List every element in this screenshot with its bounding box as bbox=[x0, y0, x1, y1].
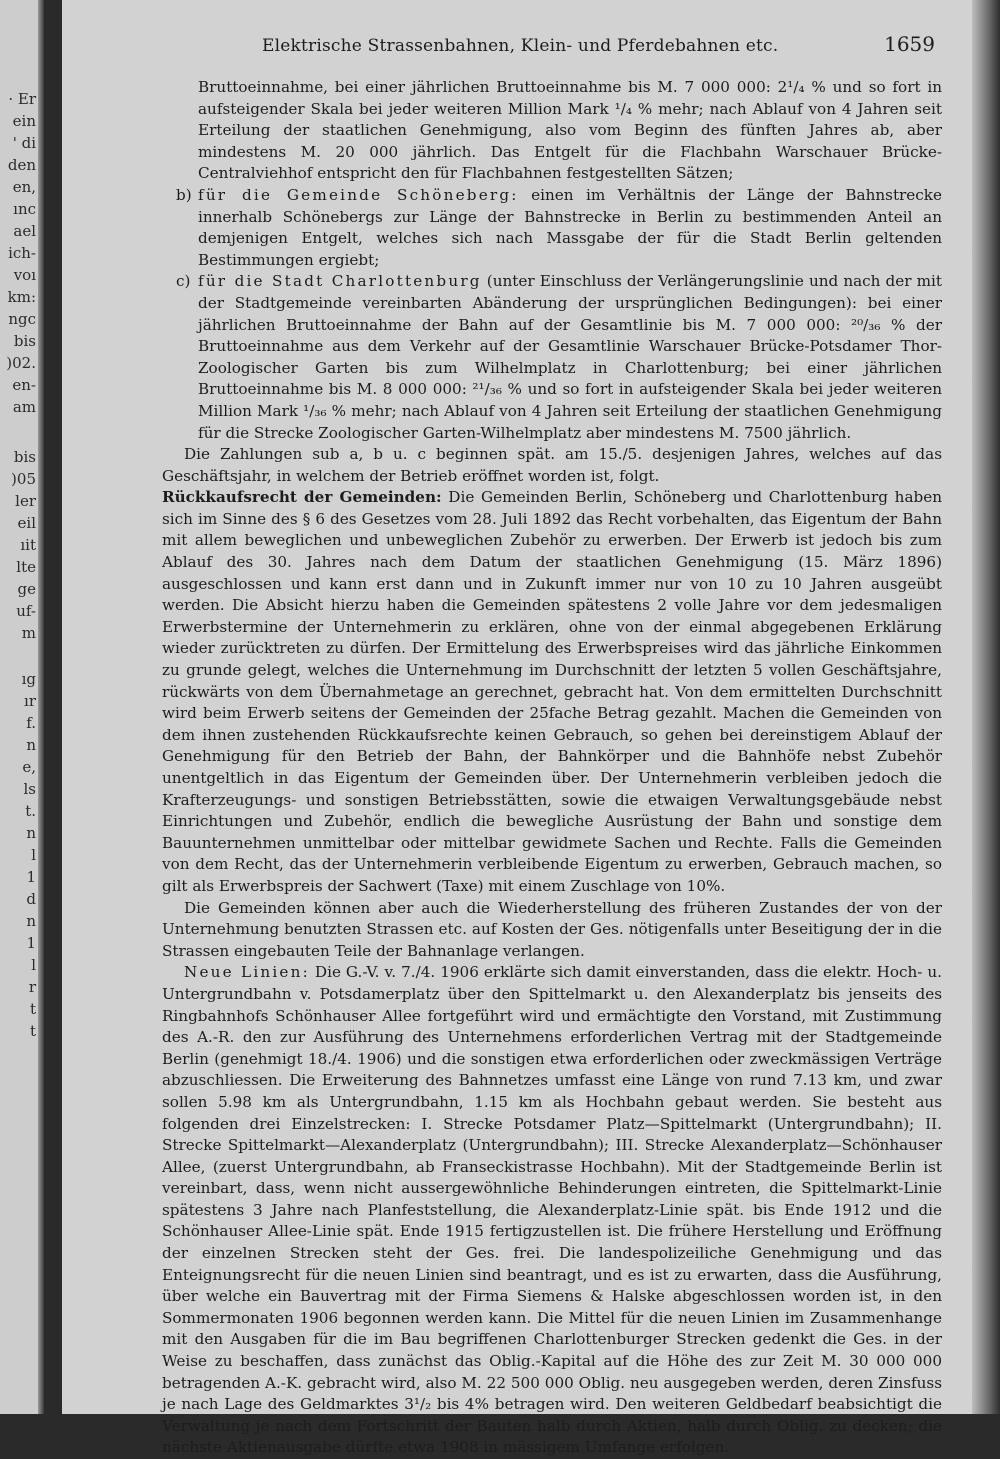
left-page-fragment: m bbox=[21, 624, 36, 642]
left-page-fragment: ich- bbox=[8, 244, 36, 262]
page-number: 1659 bbox=[884, 32, 935, 56]
left-page-fragment: )05 bbox=[11, 470, 36, 488]
left-page-fragment: bis bbox=[13, 332, 36, 350]
left-page-fragment: r bbox=[28, 978, 36, 996]
left-page-fragment: en- bbox=[12, 376, 36, 394]
paragraph-a-continuation: Bruttoeinnahme, bei einer jährlichen Bruttoeinnahme bis M. 7 000 000: 2¹/₄ % und so fort in aufsteigender Skala bei jeder weiteren Million Mark ¹/₄ % mehr; nach Ablauf von 4 Jahren seit Erteilung der staatlichen Genehmigung, also vom Beginn des fünften Jahres ab, aber mindestens M. 20 000 jährlich. Das Entgelt für die Flachbahn Warschauer Brücke-Centralviehhof entspricht den für Flachbahnen festgestellten Sätzen; bbox=[198, 78, 942, 183]
left-page-fragment: ein bbox=[12, 112, 36, 130]
document-page bbox=[62, 0, 972, 1457]
left-page-fragment: lte bbox=[16, 558, 36, 576]
left-page-fragment: · Er bbox=[8, 90, 36, 108]
running-head: Elektrische Strassenbahnen, Klein- und Pferdebahnen etc. bbox=[262, 36, 779, 56]
left-page-fragment: e, bbox=[22, 758, 36, 776]
paragraph-c bbox=[162, 271, 942, 444]
paragraph-wiederherstellung: Die Gemeinden können aber auch die Wiederherstellung des früheren Zustandes der von der Unternehmung benutzten Strassen etc. auf Kosten der Ges. nötigenfalls unter Beseitigung der in die Strassen eingebauten Teile der Bahnanlage verlangen. bbox=[162, 898, 942, 960]
neue-linien-heading: Neue Linien: bbox=[184, 963, 310, 982]
left-page-fragment: ael bbox=[13, 222, 36, 240]
left-page-fragment: l bbox=[31, 846, 36, 864]
left-page-fragment: km: bbox=[7, 288, 36, 306]
left-page-fragment: t bbox=[29, 1000, 36, 1018]
c-heading: für die Stadt Charlottenburg bbox=[198, 272, 482, 291]
left-page-fragment: uf- bbox=[16, 602, 36, 620]
left-page-fragment: t. bbox=[25, 802, 36, 820]
left-page-fragment: n bbox=[26, 824, 36, 842]
page-header bbox=[200, 32, 935, 60]
left-page-fragment: f. bbox=[26, 714, 36, 732]
b-heading: für die Gemeinde Schöneberg: bbox=[198, 185, 519, 204]
left-page-fragment: l bbox=[31, 956, 36, 974]
left-page-fragment: ' di bbox=[12, 134, 36, 152]
left-page-fragment: 1 bbox=[26, 868, 36, 886]
left-page-fragment: den bbox=[7, 156, 36, 174]
paragraph-rueckkaufsrecht bbox=[162, 487, 942, 897]
rueckkauf-heading: Rückkaufsrecht der Gemeinden: bbox=[162, 488, 442, 507]
left-page-fragment: )02. bbox=[6, 354, 36, 372]
left-page-fragment: ls bbox=[23, 780, 36, 798]
paragraph-neue-linien bbox=[162, 962, 942, 1459]
paragraph-b bbox=[162, 185, 942, 271]
left-page-fragment: ler bbox=[15, 492, 36, 510]
neue-linien-text: Die G.-V. v. 7./4. 1906 erklärte sich damit einverstanden, dass die elektr. Hoch- u. Untergrundbahn v. Potsdamerplatz über den Spittelmarkt u. den Alexanderplatz bis jenseits des Ringbahnhofs Schönhauser Allee fortgeführt wird und ermächtigte den Vorstand, mit Zustimmung des A.-R. den zur Ausführung des Unternehmens erforderlichen Vertrag mit der Stadtgemeinde Berlin (genehmigt 18./4. 1906) und die sonstigen etwa erforderlichen oder zweckmässigen Verträge abzuschliessen. Die Erweiterung des Bahnnetzes umfasst eine Länge von rund 7.13 km, und zwar sollen 5.98 km als Untergrundbahn, 1.15 km als Hochbahn gebaut werden. Sie besteht aus folgenden drei Einzelstrecken: I. Strecke Potsdamer Platz—Spittelmarkt (Untergrundbahn); II. Strecke Spittelmarkt—Alexanderplatz (Untergrundbahn); III. Strecke Alexanderplatz—Schönhauser Allee, (zuerst Untergrundbahn, ab Franseckistrasse Hochbahn). Mit der Stadtgemeinde Berlin ist vereinbart, dass, wenn nicht aussergewöhnliche Behinderungen eintreten, die Spittelmarkt-Linie spätestens 3 Jahre nach Planfeststellung, die Alexanderplatz-Linie spät. bis Ende 1912 und die Schönhauser Allee-Linie spät. Ende 1915 fertigzustellen ist. Die frühere Herstellung und Eröffnung der einzelnen Strecken steht der Ges. frei. Die landespolizeiliche Genehmigung und das Enteignungsrecht für die neuen Linien sind beantragt, und es ist zu erwarten, dass die Ausführung, über welche ein Bauvertrag mit der Firma Siemens & Halske abgeschlossen worden ist, in den Sommermonaten 1906 begonnen werden kann. Die Mittel für die neuen Linien im Zusammenhange mit den Ausgaben für die im Bau begriffenen Charlottenburger Strecken gedenkt die Ges. in der Weise zu beschaffen, dass zunächst das Oblig.-Kapital auf die Höhe des zur Zeit M. 30 000 000 betragenden A.-K. gebracht wird, also M. 22 500 000 Oblig. neu ausgegeben werden, deren Zinsfuss je nach Lage des Geldmarktes 3¹/₂ bis 4% betragen wird. Den weiteren Geldbedarf beabsichtigt die Verwaltung je nach dem Fortschritt der Bauten halb durch Aktien, halb durch Oblig. zu decken; die nächste Aktienausgabe dürfte etwa 1908 in mässigem Umfange erfolgen. bbox=[162, 963, 943, 1457]
left-page-fragment: ıit bbox=[20, 536, 36, 554]
left-page-fragment: n bbox=[26, 736, 36, 754]
rueckkauf-text: Die Gemeinden Berlin, Schöneberg und Charlottenburg haben sich im Sinne des § 6 des Gesetzes vom 28. Juli 1892 das Recht vorbehalten, das Eigentum der Bahn mit allem beweglichen und unbeweglichen Zubehör zu erwerben. Der Erwerb ist jedoch bis zum Ablauf des 30. Jahres nach dem Datum der staatlichen Genehmigung (15. März 1896) ausgeschlossen und kann erst dann und in Zukunft immer nur von 10 zu 10 Jahren ausgeübt werden. Die Absicht hierzu haben die Gemeinden spätestens 2 volle Jahre vor dem jedesmaligen Erwerbstermine der Unternehmerin zu erklären, ohne von der einmal abgegebenen Erklärung wieder zurücktreten zu dürfen. Der Ermittelung des Erwerbspreises wird das jährliche Einkommen zu grunde gelegt, welches die Unternehmung im Durchschnitt der letzten 5 vollen Geschäftsjahre, rückwärts von dem Übernahmetage an gerechnet, gebracht hat. Von dem ermittelten Durchschnitt wird beim Erwerb seitens der Gemeinden der 25fache Betrag gezahlt. Machen die Gemeinden von dem ihnen zustehenden Rückkaufsrechte keinen Gebrauch, so gehen bei dereinstigem Ablauf der Genehmigung für den Betrieb der Bahn, der Bahnkörper und die Bahnhöfe nebst Zubehör unentgeltlich in das Eigentum der Gemeinden über. Der Unternehmerin verbleiben jedoch die Krafterzeugungs- und sonstigen Betriebsstätten, sowie die etwaigen Verwaltungsgebäude nebst Einrichtungen und Zubehör, endlich die bewegliche Ausrüstung der Bahn und sonstige dem Bauunternehmen unmittelbar oder mittelbar gewidmete Sachen und Rechte. Falls die Gemeinden von dem Recht, das der Unternehmerin verbleibende Eigentum zu erwerben, Gebrauch machen, so gilt als Erwerbspreis der Sachwert (Taxe) mit einem Zuschlage von 10%. bbox=[162, 488, 942, 895]
left-page-fragment: ngc bbox=[8, 310, 36, 328]
page-body bbox=[162, 77, 942, 1459]
left-page-fragment: bis bbox=[13, 448, 36, 466]
left-page-fragment: 1 bbox=[26, 934, 36, 952]
right-page-edge bbox=[972, 0, 1000, 1414]
left-page-fragment: en, bbox=[12, 178, 36, 196]
left-page-fragment: ır bbox=[24, 692, 36, 710]
book-gutter bbox=[38, 0, 44, 1414]
b-text: einen im Verhältnis der Länge der Bahnstrecke innerhalb Schönebergs zur Länge der Bahnstrecke in Berlin zu bestimmenden Anteil an demjenigen Entgelt, welches sich nach Massgabe der für die Stadt Berlin geltenden Bestimmungen ergiebt; bbox=[198, 185, 942, 269]
left-page-fragment: eil bbox=[17, 514, 36, 532]
left-page-fragment: am bbox=[12, 398, 36, 416]
item-mark-c: c) bbox=[176, 272, 191, 291]
left-page-fragment: d bbox=[26, 890, 36, 908]
left-page-edge bbox=[0, 0, 44, 1414]
left-page-fragment: ge bbox=[17, 580, 36, 598]
paragraph-zahlungen: Die Zahlungen sub a, b u. c beginnen spät. am 15./5. desjenigen Jahres, welches auf das Geschäftsjahr, in welchem der Betrieb eröffnet worden ist, folgt. bbox=[162, 445, 942, 485]
left-page-fragment: ınc bbox=[13, 200, 36, 218]
item-mark-b: b) bbox=[176, 185, 192, 204]
left-page-fragment: n bbox=[26, 912, 36, 930]
left-page-fragment: ıg bbox=[21, 670, 36, 688]
left-page-fragment: voı bbox=[13, 266, 36, 284]
c-text: (unter Einschluss der Verlängerungslinie und nach der mit der Stadtgemeinde vereinbarten Abänderung der ursprünglichen Bedingungen): bei einer jährlichen Bruttoeinnahme der Bahn auf der Gesamtlinie bis M. 7 000 000: ²⁰/₃₆ % der Bruttoeinnahme aus dem Verkehr auf der Gesamtlinie Warschauer Brücke-Potsdamer Thor-Zoologischer Garten bis zum Wilhelmplatz in Charlottenburg; bei einer jährlichen Bruttoeinnahme bis M. 8 000 000: ²¹/₃₆ % und so fort in aufsteigender Skala bei jeder weiteren Million Mark ¹/₃₆ % mehr; nach Ablauf von 4 Jahren seit Erteilung der staatlichen Genehmigung für die Strecke Zoologischer Garten-Wilhelmplatz aber mindestens M. 7500 jährlich. bbox=[198, 272, 942, 442]
left-page-fragment: t bbox=[29, 1022, 36, 1040]
